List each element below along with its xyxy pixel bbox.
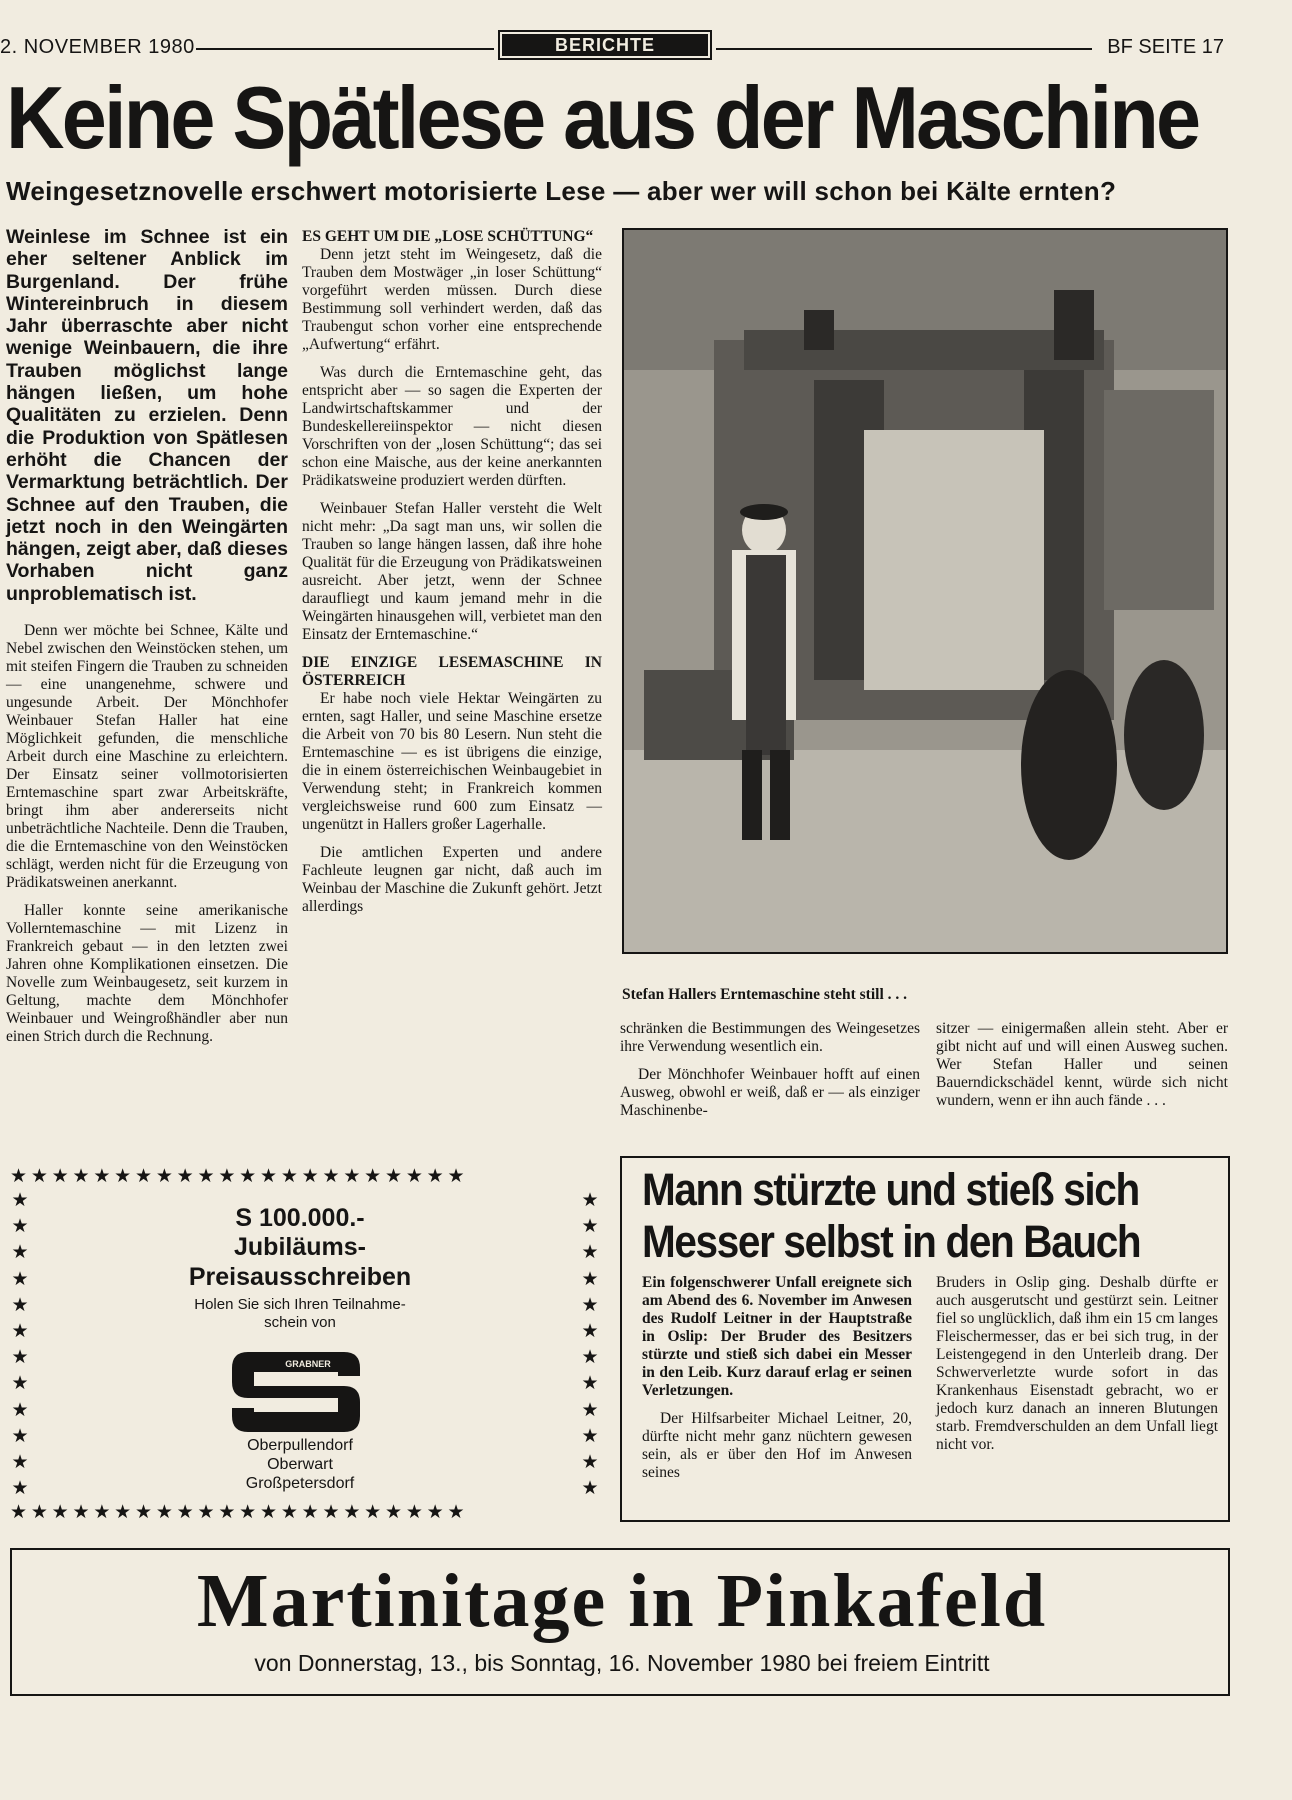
ad-title xyxy=(10,1232,590,1292)
star-icon: ★ xyxy=(581,1216,599,1238)
star-icon: ★ xyxy=(11,1347,29,1369)
star-icon: ★ xyxy=(11,1452,29,1474)
article-lead: Weinlese im Schnee ist ein eher seltener Anblick im Burgenland. Der frühe Wintereinbruch in diesem Jahr überraschte aber nicht wenige Weinbauern, die ihre Trauben möglichst lange hängen ließen, um hohe Qualitäten zu erzielen. Denn die Produktion von Spätlesen erhöht die Chancen der Vermarktung beträchtlich. Der Schnee auf den Trauben, die jetzt noch in den Weingärten hängen, zeigt aber, daß dieses Vorhaben nicht ganz unproblematisch ist. xyxy=(6,226,288,605)
star-icon: ★ xyxy=(11,1268,29,1290)
issue-date: 2. NOVEMBER 1980 xyxy=(0,36,195,58)
logo-text-top: GRABNER xyxy=(285,1359,331,1369)
harvester-illustration xyxy=(624,230,1226,952)
star-icon: ★ xyxy=(581,1321,599,1343)
star-icon: ★ xyxy=(581,1478,599,1500)
star-icon: ★ xyxy=(11,1242,29,1264)
section-heading: ES GEHT UM DIE „LOSE SCHÜTTUNG“ xyxy=(302,228,594,245)
accident-article xyxy=(620,1156,1230,1522)
headline-line: Mann stürzte und stieß sich xyxy=(642,1164,1139,1215)
paragraph: Die amtlichen Experten und andere Fachleute leugnen gar nicht, daß auch im Weinbau der Maschine die Zukunft gehört. Jetzt allerdings xyxy=(302,844,602,915)
star-icon: ★ xyxy=(581,1294,599,1316)
ad-subtitle xyxy=(10,1296,590,1332)
martinitage-title: Martinitage in Pinkafeld xyxy=(196,1559,1048,1643)
star-icon: ★ xyxy=(11,1216,29,1238)
accident-lead: Ein folgenschwerer Unfall ereignete sich am Abend des 6. November im Anwesen des Rudolf Leitner in der Hauptstraße in Oslip: Der Bruder des Besitzers stürzte und stieß sich dabei ein Messer in den Leib. Kurz darauf erlag er seinen Verletzungen. xyxy=(642,1274,912,1399)
paragraph: Bruders in Oslip ging. Deshalb dürfte er auch ausgerutscht und gestürzt sein. Leitner fiel so unglücklich, daß ihm ein 15 cm langes Fleischermesser, das er bei sich trug, in der Leistengegend in den Unterleib drang. Der Schwerverletzte wurde sofort in das Krankenhaus Eisenstadt gebracht, wo er jedoch kurz danach an inneren Blutungen starb. Fremdverschulden an dem Unfall liegt nicht vor. xyxy=(936,1274,1218,1453)
paragraph: Der Hilfsarbeiter Michael Leitner, 20, dürfte nicht mehr ganz nüchtern gewesen sein, als er über den Hof im Anwesen seines xyxy=(642,1410,912,1481)
harvester-photo xyxy=(622,228,1228,954)
ad-title-line: Jubiläums- xyxy=(234,1233,366,1261)
star-icon: ★ xyxy=(581,1347,599,1369)
accident-column-2 xyxy=(936,1274,1218,1464)
header-rule-right xyxy=(716,48,1092,50)
header-rule-left xyxy=(196,48,494,50)
ad-title-line: Preisausschreiben xyxy=(188,1263,412,1291)
ad-location: Oberpullendorf xyxy=(247,1437,353,1454)
article-headline: Keine Spätlese aus der Maschine xyxy=(6,68,1199,167)
photo-caption: Stefan Hallers Erntemaschine steht still . . . xyxy=(622,986,908,1003)
contest-advertisement xyxy=(10,1166,602,1524)
page-number: BF SEITE 17 xyxy=(1107,36,1224,58)
paragraph: Denn wer möchte bei Schnee, Kälte und Nebel zwischen den Weinstöcken stehen, um mit steifen Fingern die Trauben zu schneiden — eine unangenehme, schwere und ungesunde Arbeit. Der Mönchhofer Weinbauer Stefan Haller hat eine Möglichkeit gefunden, die menschliche Arbeit durch eine Maschine zu erleichtern. Der Einsatz seiner vollmotorisierten Erntemaschine spart zwar Arbeitskräfte, bringt ihm aber andererseits nicht unbeträchtliche Nachteile. Denn die Trauben, die die Erntemaschine von den Weinstöcken schlägt, werden nicht für die Erzeugung von Prädikatsweinen anerkannt. xyxy=(6,622,288,891)
star-icon: ★ xyxy=(581,1242,599,1264)
ad-location: Oberwart xyxy=(267,1456,333,1473)
star-icon: ★ xyxy=(581,1373,599,1395)
article-subheadline: Weingesetznovelle erschwert motorisierte Lese — aber wer will schon bei Kälte ernten? xyxy=(6,176,1117,206)
star-icon: ★ xyxy=(581,1425,599,1447)
ad-prize-amount: S 100.000.- xyxy=(235,1204,365,1232)
star-icon: ★ xyxy=(581,1399,599,1421)
article-column-1 xyxy=(6,622,288,1056)
star-border-bottom: ★★★★★★★★★★★★★★★★★★★★★★ xyxy=(10,1502,469,1523)
ad-subtitle-line: Holen Sie sich Ihren Teilnahme- xyxy=(194,1296,406,1313)
paragraph: schränken die Bestimmungen des Weingesetzes ihre Verwendung wesentlich ein. xyxy=(620,1020,920,1055)
article-column-3 xyxy=(620,1020,920,1130)
accident-column-1 xyxy=(642,1274,912,1492)
star-icon: ★ xyxy=(11,1321,29,1343)
star-icon: ★ xyxy=(11,1478,29,1500)
section-label-box xyxy=(498,30,712,60)
ad-subtitle-line: schein von xyxy=(264,1314,336,1331)
paragraph: Denn jetzt steht im Weingesetz, daß die Trauben dem Mostwäger „in loser Schüttung“ vorgeführt werden müssen. Durch diese Bestimmung soll verhindert werden, daß das Traubengut schon vorher eine entsprechende „Aufwertung“ erfährt. xyxy=(302,246,602,353)
paragraph: Haller konnte seine amerikanische Vollerntemaschine — mit Lizenz in Frankreich gebaut — in den letzten zwei Jahren ohne Komplikationen einsetzen. Die Novelle zum Weinbaugesetz, seit kurzem in Geltung, machte dem Mönchhofer Weinbauer und Weingroßhändler aber nun einen Strich durch die Rechnung. xyxy=(6,902,288,1045)
ad-locations xyxy=(10,1436,590,1493)
martinitage-dates: von Donnerstag, 13., bis Sonntag, 16. November 1980 bei freiem Eintritt xyxy=(254,1650,990,1676)
article-column-4 xyxy=(936,1020,1228,1120)
martinitage-advertisement xyxy=(10,1548,1230,1696)
paragraph: sitzer — einigermaßen allein steht. Aber er gibt nicht auf und will einen Ausweg suchen. Wer Stefan Haller und seinen Bauerndickschädel kennt, würde sich nicht wundern, wenn er ihn auch fände . . . xyxy=(936,1020,1228,1109)
star-icon: ★ xyxy=(11,1373,29,1395)
star-icon: ★ xyxy=(581,1190,599,1211)
star-icon: ★ xyxy=(11,1399,29,1421)
star-icon: ★ xyxy=(581,1452,599,1474)
ad-location: Großpetersdorf xyxy=(245,1475,355,1492)
section-heading: DIE EINZIGE LESEMASCHINE IN ÖSTERREICH xyxy=(302,654,602,689)
article-column-2 xyxy=(302,228,602,926)
star-border-top: ★★★★★★★★★★★★★★★★★★★★★★ xyxy=(10,1166,469,1187)
section-label: BERICHTE xyxy=(502,34,708,56)
paragraph: Der Mönchhofer Weinbauer hofft auf einen Ausweg, obwohl er weiß, daß er — als einziger Maschinenbe- xyxy=(620,1066,920,1119)
logo-text-bottom: KAUFHAUS xyxy=(263,1401,321,1412)
headline-line: Messer selbst in den Bauch xyxy=(642,1216,1141,1267)
star-icon: ★ xyxy=(11,1294,29,1316)
paragraph: Er habe noch viele Hektar Weingärten zu ernten, sagt Haller, und seine Maschine ersetze die Arbeit von 70 bis 80 Lesern. Nun steht die Erntemaschine — es ist übrigens die einzige, die in einem österreichischen Weinbaugebiet in Verwendung steht; in Frankreich kommen vergleichsweise rund 600 zum Einsatz — ungenützt in Hallers großer Lagerhalle. xyxy=(302,690,602,833)
star-icon: ★ xyxy=(581,1268,599,1290)
paragraph: Was durch die Erntemaschine geht, das entspricht aber — so sagen die Experten der Landwirtschaftskammer und der Bundeskellereiinspektor — nicht diesen Vorschriften von der „losen Schüttung“; das sei schon eine Maische, aus der keine anerkannten Prädikatsweine produziert werden dürften. xyxy=(302,364,602,489)
star-icon: ★ xyxy=(11,1190,29,1211)
grabner-kaufhaus-logo xyxy=(226,1346,366,1438)
accident-headline xyxy=(642,1164,1140,1268)
paragraph: Weinbauer Stefan Haller versteht die Welt nicht mehr: „Da sagt man uns, wir sollen die Trauben so lange hängen lassen, daß ihre hohe Qualität für die Erzeugung von Prädikatsweinen ausreicht. Aber jetzt, wenn der Schnee daraufliegt und kaum jemand mehr in die Weingärten hinausgehen will, verbietet man den Einsatz der Erntemaschine.“ xyxy=(302,500,602,643)
star-icon: ★ xyxy=(11,1425,29,1447)
